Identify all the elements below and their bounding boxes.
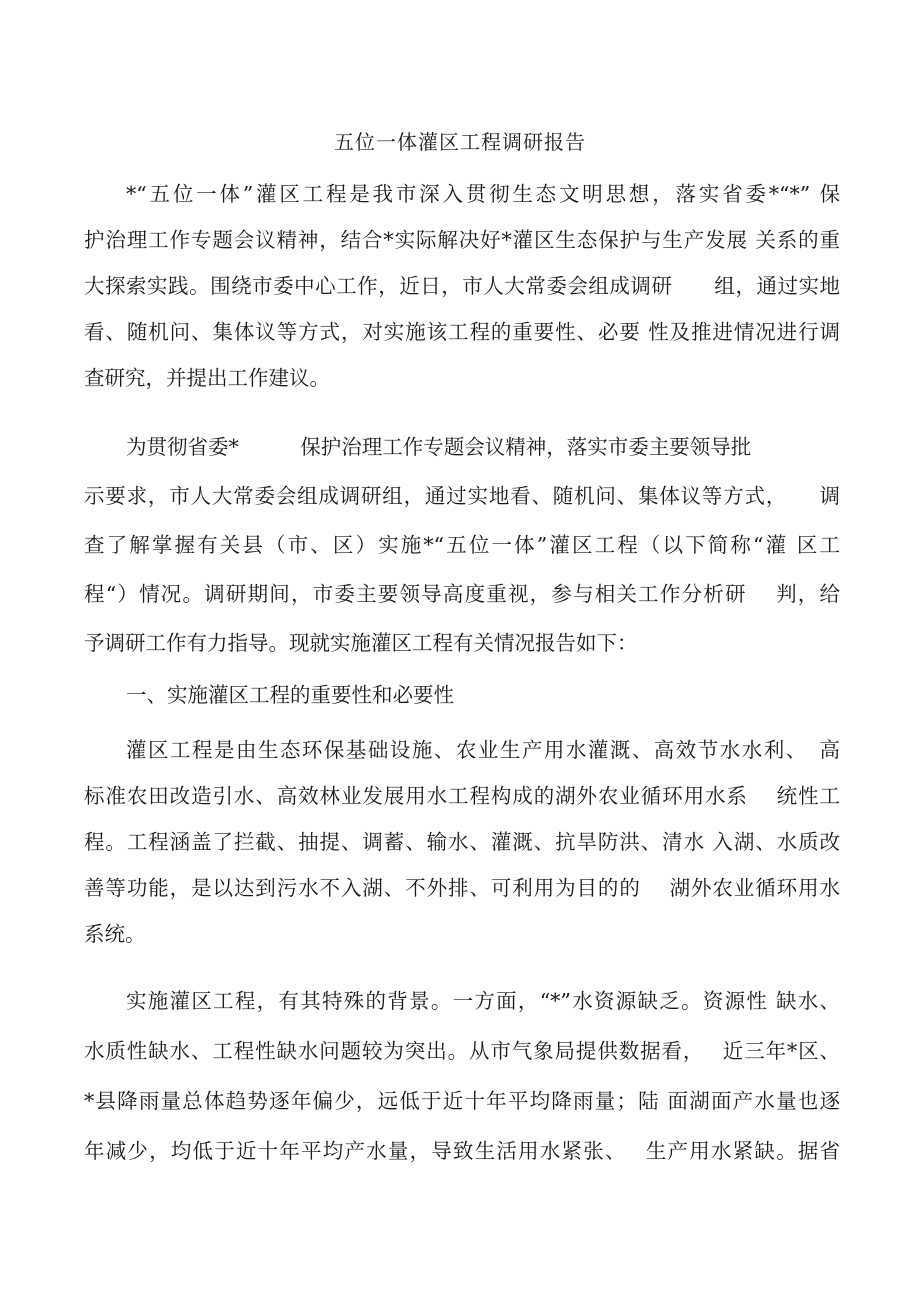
paragraph-line: 为贯彻省委* 保护治理工作专题会议精神，落实市委主要领导批 [126,435,752,459]
paragraph-line: 程。工程涵盖了拦截、抽提、调蓄、输水、灌溉、抗旱防洪、清水 入湖、水质改 [84,830,840,854]
paragraph-line: *县降雨量总体趋势逐年偏少，远低于近十年平均降雨量；陆 面湖面产水量也逐 [84,1089,840,1113]
paragraph-line: 程“）情况。调研期间，市委主要领导高度重视，参与相关工作分析研 判，给 [84,582,840,606]
document-title: 五位一体灌区工程调研报告 [334,130,586,154]
paragraph-line: 实施灌区工程，有其特殊的背景。一方面，“*”水资源缺乏。资源性 缺水、 [126,989,840,1013]
paragraph-line: 大探索实践。围绕市委中心工作，近日，市人大常委会组成调研 组，通过实地 [84,274,840,298]
paragraph-line: 灌区工程是由生态环保基础设施、农业生产用水灌溉、高效节水水利、 高 [126,738,840,762]
paragraph-line: 看、随机问、集体议等方式，对实施该工程的重要性、必要 性及推进情况进行调 [84,320,840,344]
section-heading: 一、实施灌区工程的重要性和必要性 [126,683,454,707]
paragraph-line: 查了解掌握有关县（市、区）实施*“五位一体”灌区工程（以下简称“灌 区工 [84,533,840,557]
paragraph-line: 予调研工作有力指导。现就实施灌区工程有关情况报告如下： [84,631,638,655]
paragraph-line: 查研究，并提出工作建议。 [84,366,330,390]
paragraph-line: 系统。 [84,922,146,946]
paragraph-line: 善等功能，是以达到污水不入湖、不外排、可利用为目的的 湖外农业循环用水 [84,876,840,900]
paragraph-line: 年减少，均低于近十年平均产水量，导致生活用水紧张、 生产用水紧缺。据省 [84,1139,840,1163]
paragraph-line: 护治理工作专题会议精神，结合*实际解决好*灌区生态保护与生产发展 关系的重 [84,228,840,252]
paragraph-line: *“五位一体”灌区工程是我市深入贯彻生态文明思想，落实省委*“*” 保 [126,182,840,206]
paragraph-line: 标准农田改造引水、高效林业发展用水工程构成的湖外农业循环用水系 统性工 [84,784,840,808]
paragraph-line: 水质性缺水、工程性缺水问题较为突出。从市气象局提供数据看， 近三年*区、 [84,1039,840,1063]
paragraph-line: 示要求，市人大常委会组成调研组，通过实地看、随机问、集体议等方式， 调 [84,484,840,508]
